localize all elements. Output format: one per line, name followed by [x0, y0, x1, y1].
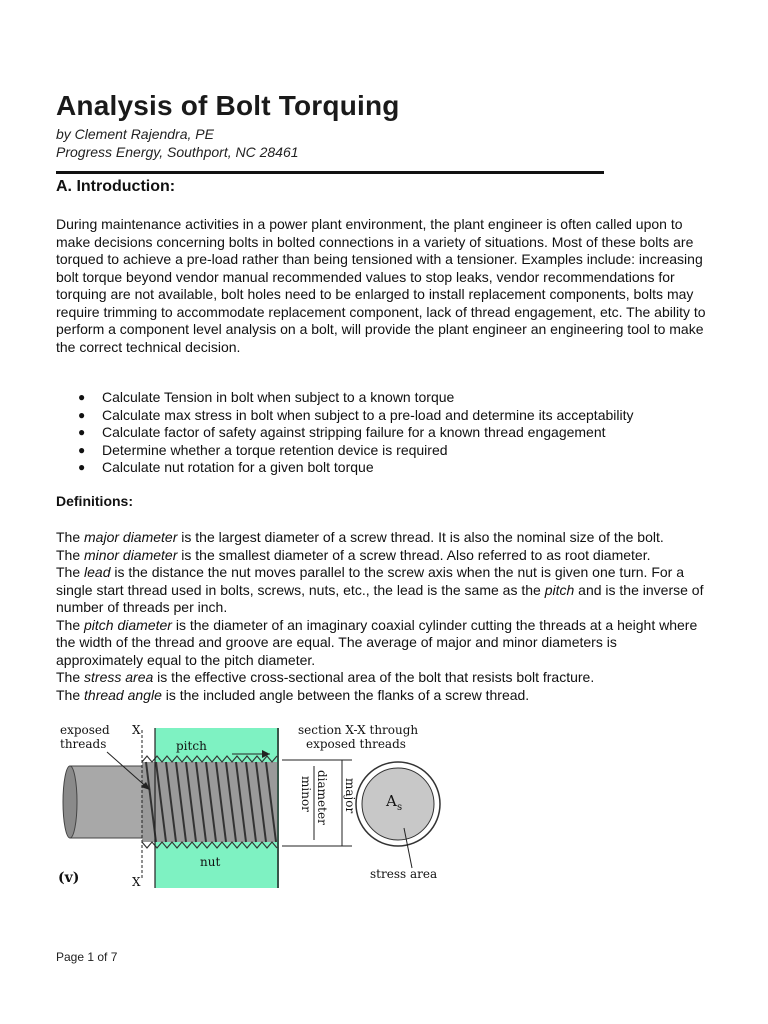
bullet-icon: ●	[78, 460, 86, 474]
bullet-icon: ●	[78, 407, 86, 422]
objectives-list	[56, 389, 706, 477]
label-diameter: diameter	[315, 770, 329, 825]
label-stress-area: stress area	[370, 867, 438, 881]
list-item: ● Calculate factor of safety against stripping failure for a known thread engagement	[78, 424, 606, 440]
definition-thread-angle: The thread angle is the included angle between the flanks of a screw thread.	[56, 686, 530, 703]
bullet-icon: ●	[78, 425, 86, 439]
bullet-icon: ●	[78, 390, 86, 404]
definition-stress-area: The stress area is the effective cross-sectional area of the bolt that resists bolt fracture.	[56, 669, 595, 685]
label-figure-id: (v)	[58, 870, 80, 886]
label-as: A	[386, 792, 397, 810]
introduction-paragraph: During maintenance activities in a power plant environment, the plant engineer is often called upon to make decisions concerning bolts in bolted connections in a variety of situations. Most of these bolts are torqued to achieve a pre-load rather than being tensioned with a tensioner. Examples include: increasing bolt torque beyond vendor manual recommended values to stop leaks, vendor recommendations for torquing are not available, bolt holes need to be enlarged to install replacement components, bolts may require trimming to accommodate replacement component, lack of thread engagement, etc. The ability to perform a component level analysis on a bolt, will provide the plant engineer an engineering tool to make the correct technical decision.	[56, 216, 706, 355]
bolt-thread-diagram	[52, 718, 452, 898]
definition-major-diameter: The major diameter is the largest diameter of a screw thread. It is also the nominal size of the bolt.	[56, 529, 664, 545]
bullet-icon: ●	[78, 442, 86, 457]
list-item: ● Determine whether a torque retention device is required	[78, 441, 448, 458]
list-item: ● Calculate Tension in bolt when subject to a known torque	[78, 389, 455, 405]
label-threads: threads	[60, 737, 107, 751]
label-as-subscript: s	[397, 802, 403, 813]
affiliation: Progress Energy, Southport, NC 28461	[56, 144, 299, 160]
label-major: major	[343, 778, 357, 814]
label-section-2: exposed threads	[306, 737, 406, 751]
list-item: ● Calculate nut rotation for a given bolt torque	[78, 459, 374, 475]
label-section-1: section X-X through	[298, 723, 419, 737]
author: by Clement Rajendra, PE	[56, 126, 214, 142]
definitions-list	[56, 529, 706, 704]
definition-pitch-diameter: The pitch diameter is the diameter of an imaginary coaxial cylinder cutting the threads at a height where the width of the thread and groove are equal. The average of major and minor diameters is approximately equal to the pitch diameter.	[56, 616, 698, 668]
title-divider	[56, 171, 604, 174]
page-number: Page 1 of 7	[56, 950, 118, 964]
section-heading-introduction: A. Introduction:	[56, 178, 176, 195]
label-x-bottom: X	[132, 875, 141, 889]
definitions-heading: Definitions:	[56, 493, 133, 509]
bolt-end	[63, 766, 77, 838]
label-pitch: pitch	[176, 739, 207, 753]
definition-minor-diameter: The minor diameter is the smallest diameter of a screw thread. Also referred to as root diameter.	[56, 546, 651, 563]
label-x-top: X	[132, 723, 141, 737]
label-exposed: exposed	[60, 723, 110, 737]
page-title: Analysis of Bolt Torquing	[56, 90, 400, 121]
label-minor: minor	[299, 776, 313, 812]
definition-lead: The lead is the distance the nut moves parallel to the screw axis when the nut is given one turn. For a single start thread used in bolts, screws, nuts, etc., the lead is the same as the pitch and is the inverse of number of threads per inch.	[56, 564, 704, 615]
byline	[56, 125, 299, 161]
list-item: ● Calculate max stress in bolt when subject to a pre-load and determine its acceptability	[78, 406, 634, 423]
label-nut: nut	[200, 855, 221, 869]
